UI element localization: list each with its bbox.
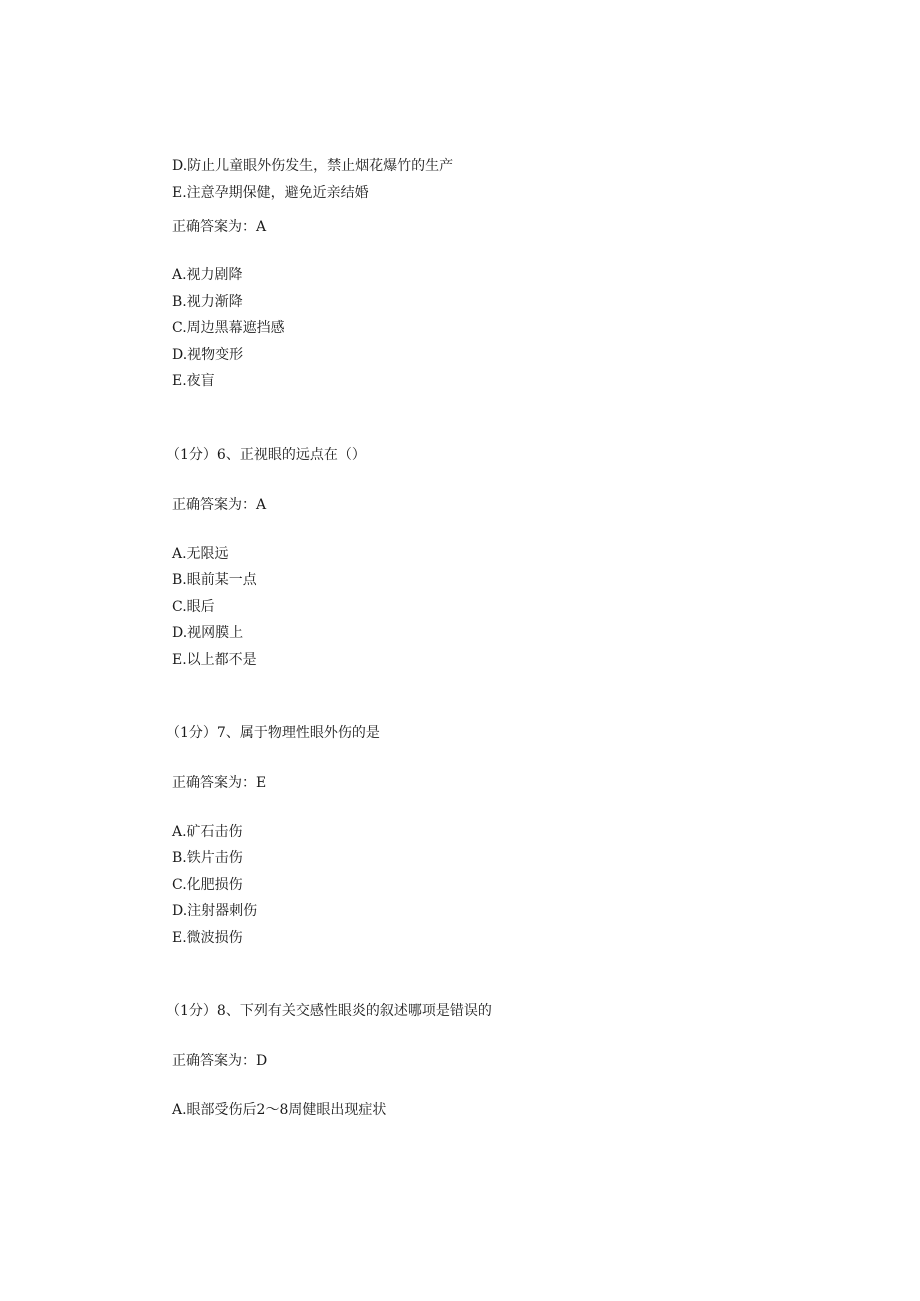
option-d: D.视物变形: [172, 347, 244, 363]
option-a: A.眼部受伤后2～8周健眼出现症状: [172, 1102, 387, 1118]
option-e: E.微波损伤: [172, 930, 243, 946]
question-8: （1分）8、下列有关交感性眼炎的叙述哪项是错误的: [166, 1003, 492, 1019]
option-b: B.眼前某一点: [172, 572, 257, 588]
question-7: （1分）7、属于物理性眼外伤的是: [166, 725, 380, 741]
option-d: D.防止儿童眼外伤发生，禁止烟花爆竹的生产: [172, 158, 454, 174]
correct-answer: 正确答案为：D: [172, 1053, 268, 1069]
option-d: D.注射器刺伤: [172, 903, 258, 919]
option-e: E.夜盲: [172, 373, 215, 389]
option-a: A.无限远: [172, 546, 229, 562]
option-e: E.以上都不是: [172, 652, 257, 668]
option-a: A.视力剧降: [172, 267, 243, 283]
option-c: C.周边黑幕遮挡感: [172, 320, 285, 336]
option-b: B.视力渐降: [172, 294, 243, 310]
correct-answer: 正确答案为：A: [172, 219, 267, 235]
option-a: A.矿石击伤: [172, 824, 243, 840]
option-e: E.注意孕期保健，避免近亲结婚: [172, 185, 369, 201]
option-c: C.眼后: [172, 599, 215, 615]
option-b: B.铁片击伤: [172, 850, 243, 866]
correct-answer: 正确答案为：E: [172, 775, 267, 791]
question-6: （1分）6、正视眼的远点在（）: [166, 447, 366, 463]
option-c: C.化肥损伤: [172, 877, 243, 893]
correct-answer: 正确答案为：A: [172, 497, 267, 513]
option-d: D.视网膜上: [172, 625, 244, 641]
